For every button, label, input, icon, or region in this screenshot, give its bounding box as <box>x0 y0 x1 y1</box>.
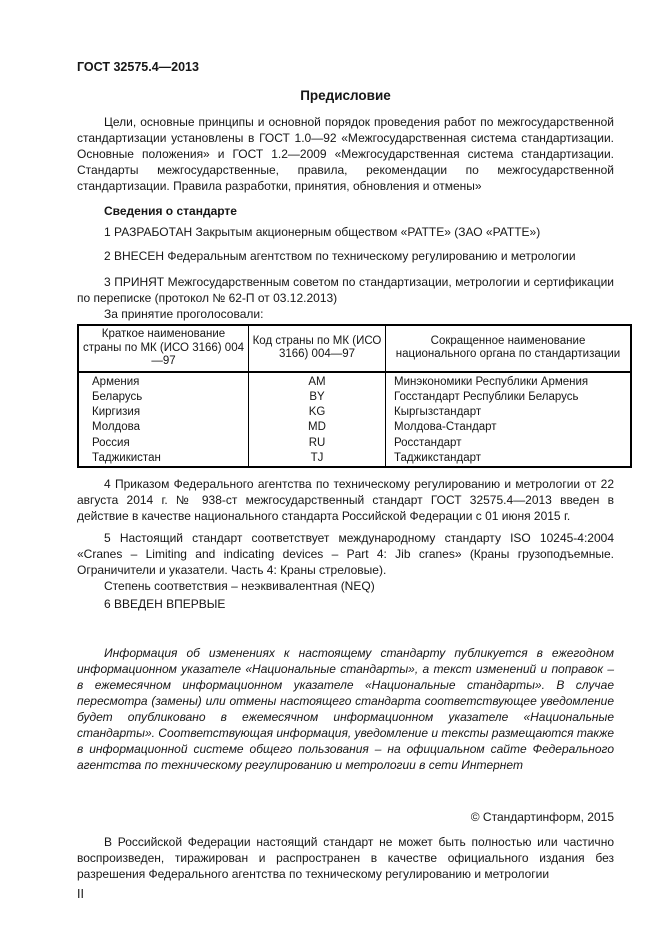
reproduction-note: В Российской Федерации настоящий стандарт не может быть полностью или частично воспроизведен, тиражирован и распространен в качестве официального издания без разрешения Федерального агентства по техническому регулированию и метрологии <box>77 835 614 882</box>
cell-org: Таджикстандарт <box>386 451 632 467</box>
table-row <box>78 372 631 390</box>
table-row <box>78 390 631 405</box>
cell-code: MD <box>249 420 386 435</box>
page-title: Предисловие <box>300 88 391 103</box>
adopted-item: 3 ПРИНЯТ Межгосударственным советом по стандартизации, метрологии и сертификации по переписке (протокол № 62-П от 03.12.2013) <box>77 275 614 305</box>
order-item: 4 Приказом Федерального агентства по техническому регулированию и метрологии от 22 августа 2014 г. № 938-ст межгосударственный стандарт ГОСТ 32575.4—2013 введен в действие в качестве национального стандарта Российской Федерации с 01 июня 2015 г. <box>77 477 614 524</box>
developed-item: 1 РАЗРАБОТАН Закрытым акционерным обществом «РАТТЕ» (ЗАО «РАТТЕ») <box>104 225 541 239</box>
cell-code: KG <box>249 405 386 420</box>
vote-table-header <box>78 325 631 372</box>
cell-country: Молдова <box>78 420 249 435</box>
header-code: Код страны по МК (ИСО 3166) 004—97 <box>249 325 386 372</box>
table-row <box>78 451 631 467</box>
cell-org: Росстандарт <box>386 436 632 451</box>
cell-org: Минэкономики Республики Армения <box>386 372 632 390</box>
introduced-item: 6 ВВЕДЕН ВПЕРВЫЕ <box>104 597 226 612</box>
vote-table <box>77 324 632 468</box>
conformity-degree: Степень соответствия – неэквивалентная (NEQ) <box>104 579 375 594</box>
cell-code: AM <box>249 372 386 390</box>
table-header-row <box>78 325 631 372</box>
cell-code: BY <box>249 390 386 405</box>
table-row <box>78 405 631 420</box>
iso-correspondence-item: 5 Настоящий стандарт соответствует международному стандарту ISO 10245-4:2004 «Cranes – Limiting and indicating devices – Part 4: Jib cranes» (Краны грузоподъемные. Ограничители и указатели. Часть 4: Краны стреловые). <box>77 531 614 578</box>
table-row <box>78 436 631 451</box>
header-country: Краткое наименование страны по МК (ИСО 3166) 004—97 <box>78 325 249 372</box>
page-number: II <box>77 887 84 902</box>
vote-caption: За принятие проголосовали: <box>104 307 264 321</box>
cell-code: RU <box>249 436 386 451</box>
cell-org: Молдова-Стандарт <box>386 420 632 435</box>
cell-country: Киргизия <box>78 405 249 420</box>
cell-country: Таджикистан <box>78 451 249 467</box>
cell-country: Беларусь <box>78 390 249 405</box>
table-row <box>78 420 631 435</box>
copyright: © Стандартинформ, 2015 <box>470 810 614 825</box>
cell-code: TJ <box>249 451 386 467</box>
doc-code: ГОСТ 32575.4—2013 <box>77 60 199 74</box>
submitted-item: 2 ВНЕСЕН Федеральным агентством по техническому регулированию и метрологии <box>104 249 576 263</box>
cell-org: Кыргызстандарт <box>386 405 632 420</box>
intro-paragraph: Цели, основные принципы и основной порядок проведения работ по межгосударственной стандартизации установлены в ГОСТ 1.0—92 «Межгосударственная система стандартизации. Основные положения» и ГОСТ 1.2—2009 «Межгосударственная система стандартизации. Стандарты межгосударственные, правила, рекомендации по межгосударственной стандартизации. Правила разработки, принятия, обновления и отмены» <box>77 115 614 193</box>
vote-table-body <box>78 372 631 468</box>
changes-notice: Информация об изменениях к настоящему стандарту публикуется в ежегодном информационном указателе «Национальные стандарты», а текст изменений и поправок – в ежемесячном информационном указателе «Национальные стандарты». В случае пересмотра (замены) или отмены настоящего стандарта соответствующее уведомление будет опубликовано в ежемесячном информационном указателе «Национальные стандарты». Соответствующая информация, уведомление и тексты размещаются также в информационной системе общего пользования – на официальном сайте Федерального агентства по техническому регулированию и метрологии в сети Интернет <box>77 646 614 773</box>
cell-country: Армения <box>78 372 249 390</box>
standard-info-heading: Сведения о стандарте <box>104 204 237 218</box>
header-org: Сокращенное наименование национального органа по стандартизации <box>386 325 632 372</box>
cell-country: Россия <box>78 436 249 451</box>
cell-org: Госстандарт Республики Беларусь <box>386 390 632 405</box>
